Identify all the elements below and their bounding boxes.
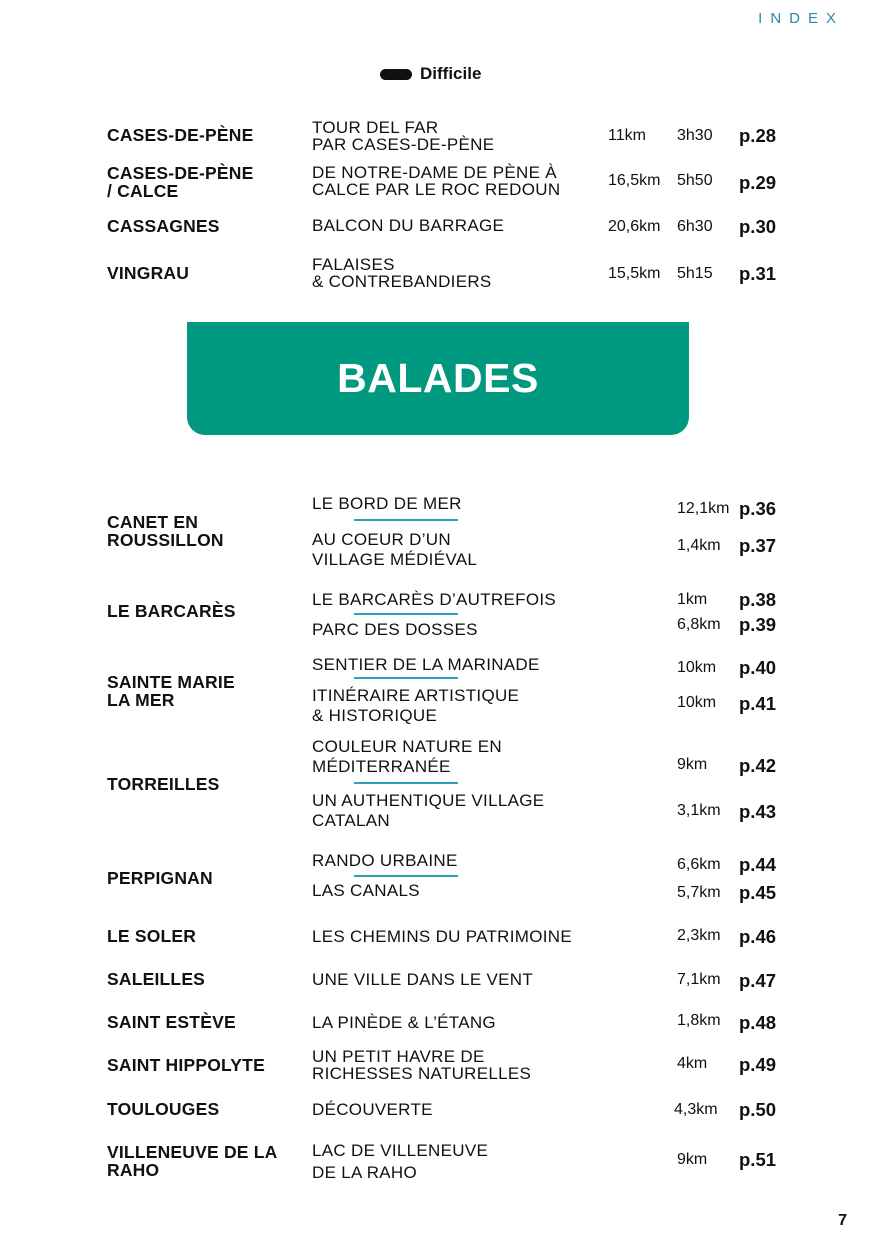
route-distance: 11km [608,127,646,144]
route-name: LE BARCARÈS D’AUTREFOIS [312,590,557,609]
town-name: SAINTE MARIE LA MER [107,672,235,710]
route-separator [354,782,458,784]
route-separator [354,519,458,521]
route-duration: 5h50 [677,172,713,189]
town-name: CASES-DE-PÈNE [107,125,254,145]
page-reference: p.31 [739,263,777,284]
route-distance: 1km [677,591,708,608]
page-reference: p.37 [739,535,777,556]
difficulty-legend [380,64,481,84]
town-name: CANET EN ROUSSILLON [107,512,224,550]
route-name: UN AUTHENTIQUE VILLAGE CATALAN [312,791,545,830]
route-name: RANDO URBAINE [312,851,458,870]
route-distance: 12,1km [677,500,730,517]
route-name: AU COEUR D’UN VILLAGE MÉDIÉVAL [312,530,478,569]
difficulty-label: Difficile [420,64,482,83]
page-reference: p.51 [739,1149,777,1170]
town-name: PERPIGNAN [107,868,213,888]
page-reference: p.39 [739,614,777,635]
route-distance: 1,4km [677,537,721,554]
route-name: FALAISES & CONTREBANDIERS [312,255,492,291]
town-name: LE SOLER [107,926,197,946]
town-name: LE BARCARÈS [107,601,236,621]
page-reference: p.45 [739,882,777,903]
route-name: BALCON DU BARRAGE [312,216,505,235]
page-reference: p.41 [739,693,777,714]
route-distance: 10km [677,694,717,711]
route-distance: 9km [677,1151,708,1168]
route-name: DÉCOUVERTE [312,1100,433,1119]
banner-title: BALADES [337,355,539,401]
route-distance: 5,7km [677,884,721,901]
town-name: CASES-DE-PÈNE / CALCE [107,163,254,201]
route-distance: 20,6km [608,218,661,235]
page-reference: p.50 [739,1099,777,1120]
town-name: SAINT HIPPOLYTE [107,1055,265,1075]
route-name: DE NOTRE-DAME DE PÈNE À CALCE PAR LE ROC REDOUN [312,163,561,199]
route-name: COULEUR NATURE EN MÉDITERRANÉE [312,737,502,776]
route-separator [354,677,458,679]
route-distance: 7,1km [677,971,721,988]
difficulty-pill-icon [380,69,412,80]
page-reference: p.29 [739,172,777,193]
page-reference: p.43 [739,801,777,822]
section-header: INDEX [758,10,844,27]
route-distance: 16,5km [608,172,661,189]
route-duration: 6h30 [677,218,713,235]
town-name: TORREILLES [107,774,220,794]
route-name: LAC DE VILLENEUVE DE LA RAHO [312,1141,489,1182]
page-reference: p.38 [739,589,777,610]
route-distance: 4km [677,1055,708,1072]
town-name: SAINT ESTÈVE [107,1012,236,1032]
route-distance: 15,5km [608,265,661,282]
town-name: TOULOUGES [107,1099,220,1119]
route-name: SENTIER DE LA MARINADE [312,655,540,674]
town-name: VILLENEUVE DE LA RAHO [107,1142,278,1180]
route-name: ITINÉRAIRE ARTISTIQUE & HISTORIQUE [312,686,520,725]
town-name: VINGRAU [107,263,190,283]
route-name: UN PETIT HAVRE DE RICHESSES NATURELLES [312,1047,532,1083]
route-duration: 3h30 [677,127,713,144]
page-reference: p.30 [739,216,777,237]
route-distance: 2,3km [677,927,721,944]
page-reference: p.28 [739,125,777,146]
route-name: LAS CANALS [312,881,420,900]
route-name: LES CHEMINS DU PATRIMOINE [312,927,573,946]
route-distance: 10km [677,659,717,676]
balades-banner [187,322,689,435]
route-distance: 6,8km [677,616,721,633]
route-name: TOUR DEL FAR PAR CASES-DE-PÈNE [312,118,495,154]
route-distance: 6,6km [677,856,721,873]
route-distance: 9km [677,756,708,773]
page-reference: p.42 [739,755,777,776]
route-name: PARC DES DOSSES [312,620,478,639]
page-reference: p.49 [739,1054,777,1075]
route-distance: 1,8km [677,1012,721,1029]
route-separator [354,613,458,615]
town-name: CASSAGNES [107,216,220,236]
page-reference: p.44 [739,854,777,875]
page-reference: p.40 [739,657,777,678]
page-reference: p.47 [739,970,777,991]
route-distance: 4,3km [674,1101,718,1118]
route-name: LA PINÈDE & L’ÉTANG [312,1013,496,1032]
route-name: LE BORD DE MER [312,494,462,513]
page-reference: p.48 [739,1012,777,1033]
page-reference: p.46 [739,926,777,947]
route-separator [354,875,458,877]
route-distance: 3,1km [677,802,721,819]
page-reference: p.36 [739,498,777,519]
page-number: 7 [838,1212,847,1229]
route-name: UNE VILLE DANS LE VENT [312,970,534,989]
route-duration: 5h15 [677,265,713,282]
town-name: SALEILLES [107,969,206,989]
